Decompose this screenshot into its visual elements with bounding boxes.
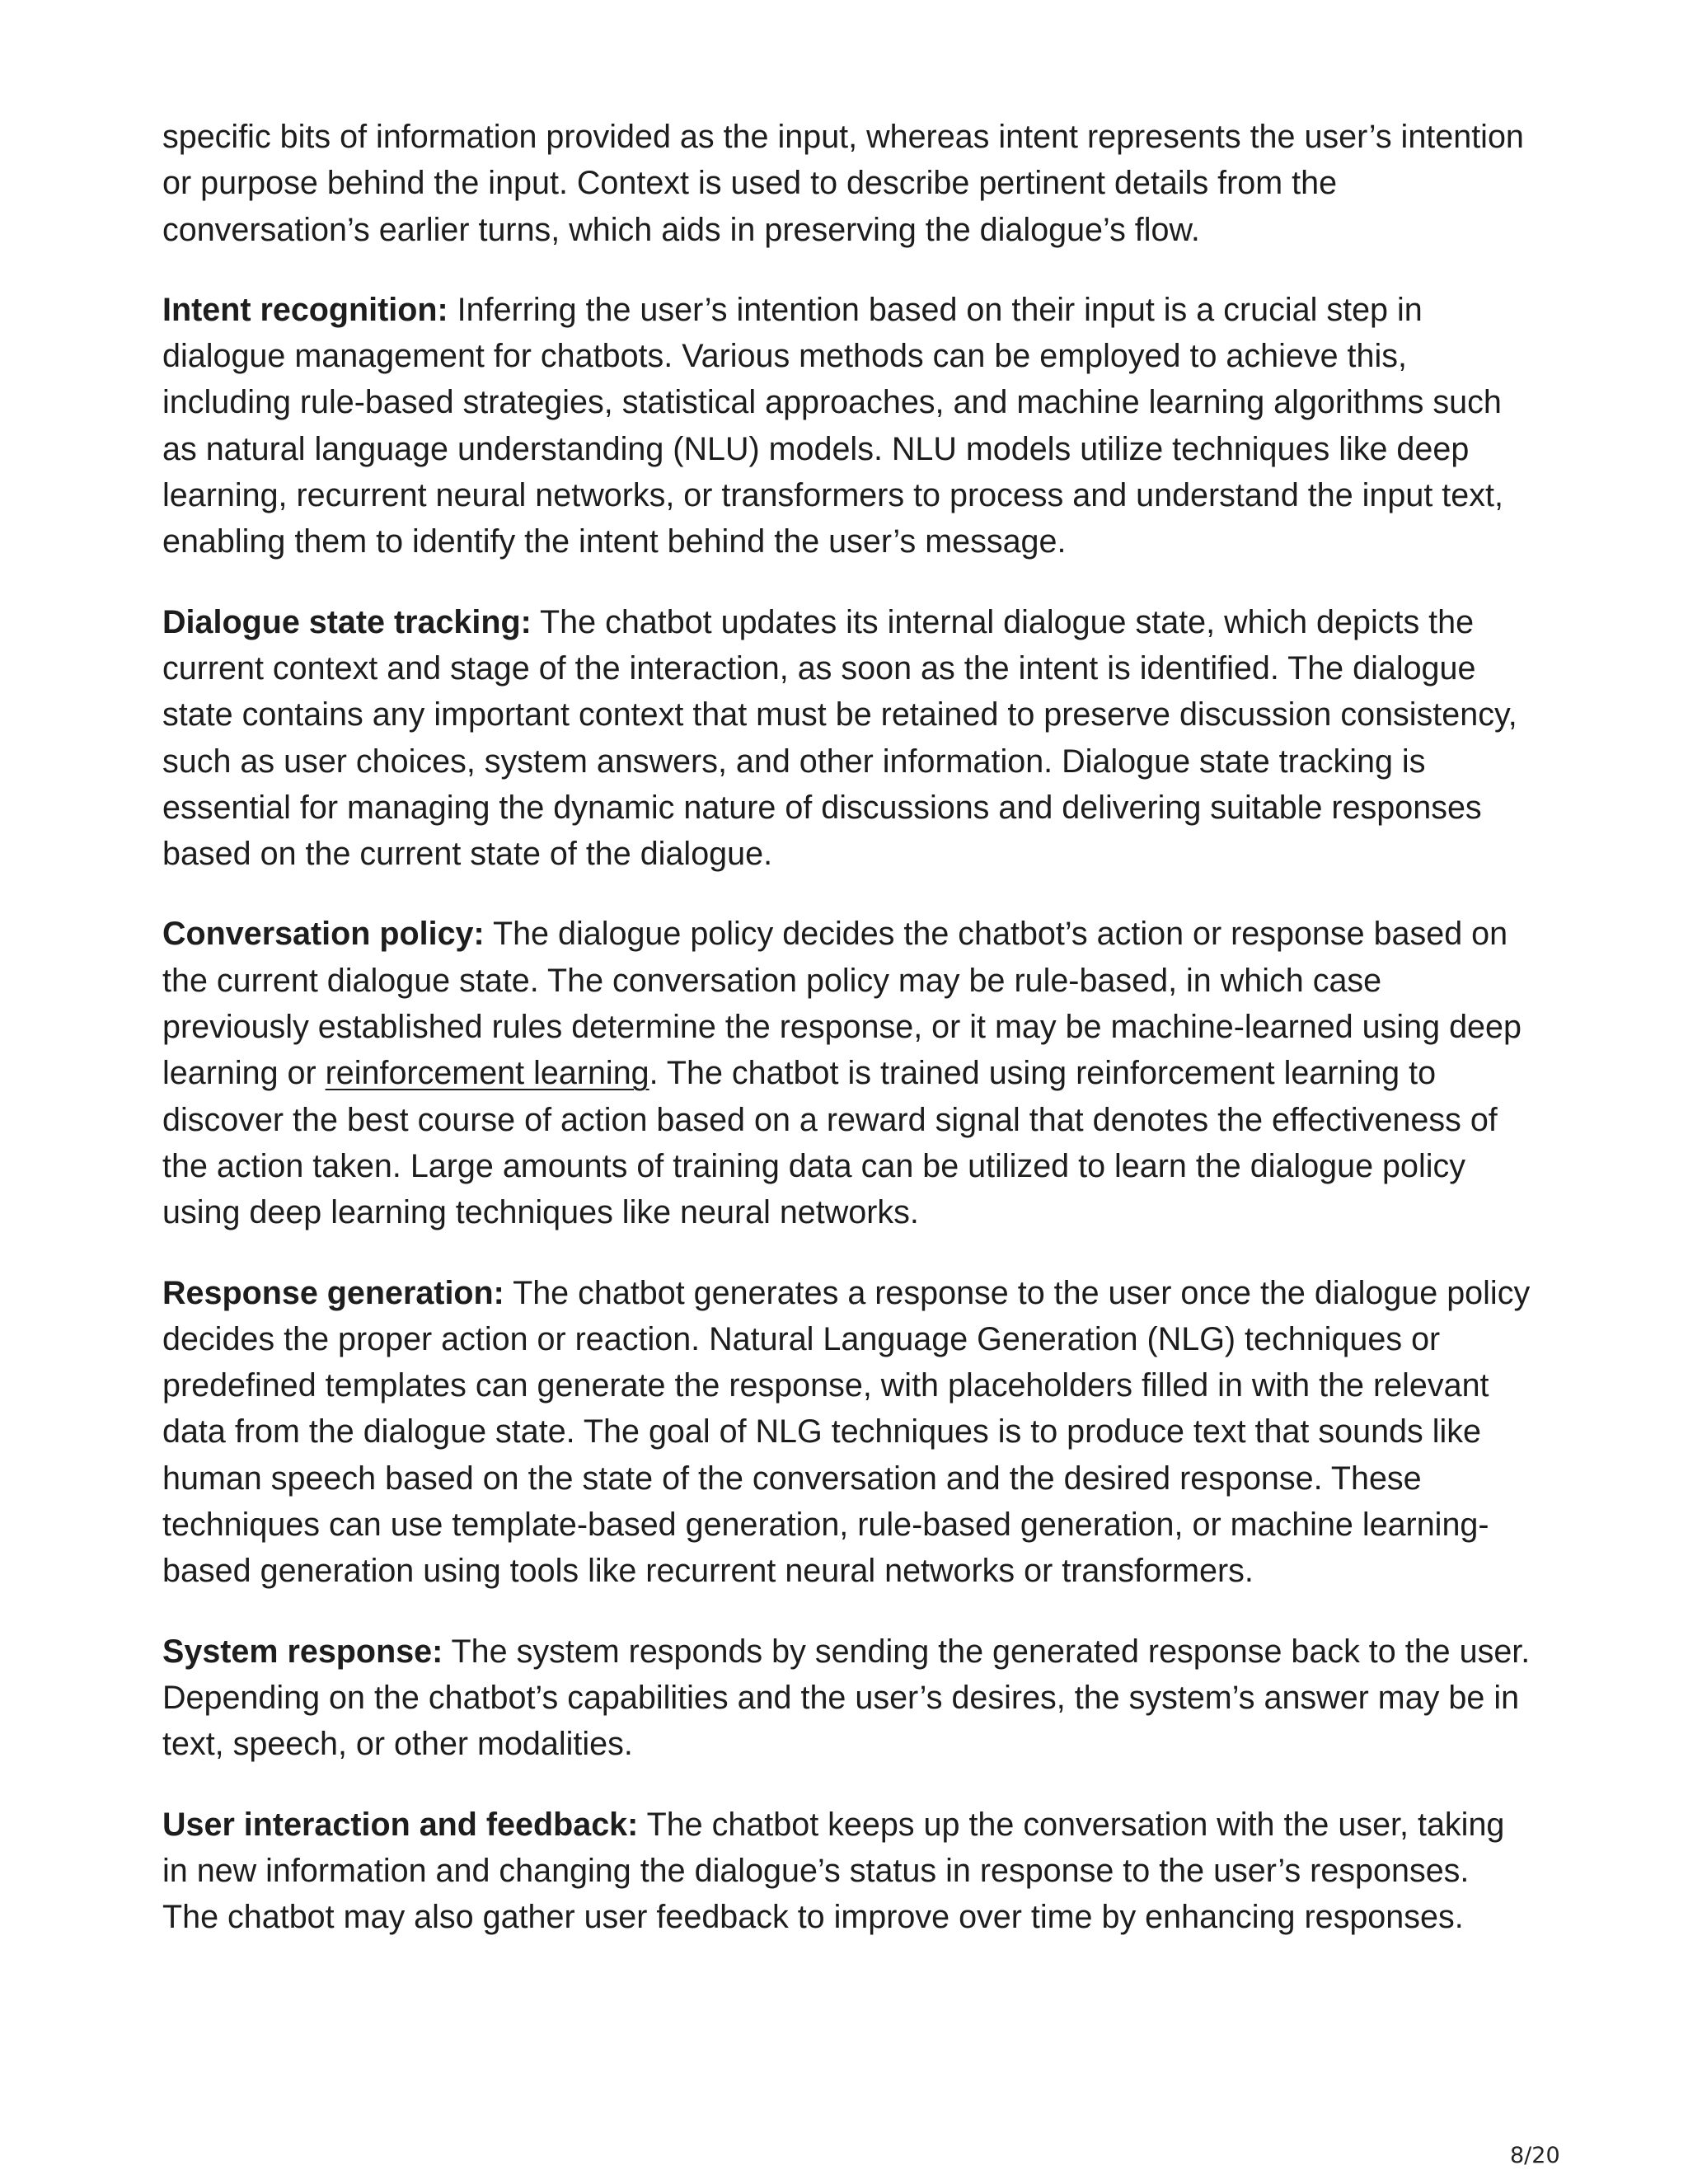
- paragraph-text: Inferring the user’s intention based on their input is a crucial step in dialogue management for chatbots. Various methods can be employed to achieve this, including rule-based strategies, statistical approaches, and machine learning algorithms such as natural language understanding (NLU) models. NLU models utilize techniques like deep learning, recurrent neural networks, or transformers to process and understand the input text, enabling them to identify the intent behind the user’s message.: [162, 291, 1503, 560]
- paragraph-text: specific bits of information provided as the input, whereas intent represents the user’s intention or purpose behind the input. Context is used to describe pertinent details from the conversation’s earlier turns, which aids in preserving the dialogue’s flow.: [162, 119, 1524, 248]
- paragraph-text: The dialogue policy decides the chatbot’s action or response based on the current dialogue state. The conversation policy may be rule-based, in which case previously established rules determine the response, or it may be machine-learned using deep learning or: [162, 916, 1522, 1092]
- paragraph-context-continuation: [162, 114, 1531, 253]
- paragraph-user-interaction-feedback: [162, 1802, 1531, 1941]
- paragraph-heading: Dialogue state tracking:: [162, 603, 532, 640]
- paragraph-response-generation: [162, 1270, 1531, 1595]
- paragraph-text: The chatbot generates a response to the user once the dialogue policy decides the proper action or reaction. Natural Language Generation (NLG) techniques or predefined templates can generate the response, with placeholders filled in with the relevant data from the dialogue state. The goal of NLG techniques is to produce text that sounds like human speech based on the state of the conversation and the desired response. These techniques can use template-based generation, rule-based generation, or machine learning-based generation using tools like recurrent neural networks or transformers.: [162, 1274, 1531, 1590]
- page-content: [162, 114, 1531, 1974]
- paragraph-heading: User interaction and feedback:: [162, 1806, 639, 1843]
- paragraph-heading: Intent recognition:: [162, 291, 448, 328]
- paragraph-text: The chatbot updates its internal dialogue state, which depicts the current context and stage of the interaction, as soon as the intent is identified. The dialogue state contains any important context that must be retained to preserve discussion consistency, such as user choices, system answers, and other information. Dialogue state tracking is essential for managing the dynamic nature of discussions and delivering suitable responses based on the current state of the dialogue.: [162, 603, 1517, 873]
- paragraph-intent-recognition: [162, 287, 1531, 565]
- paragraph-text: The chatbot keeps up the conversation with the user, taking in new information and changing the dialogue’s status in response to the user’s responses. The chatbot may also gather user feedback to improve over time by enhancing responses.: [162, 1806, 1505, 1936]
- paragraph-conversation-policy: [162, 911, 1531, 1235]
- reinforcement-learning-link[interactable]: reinforcement learning: [325, 1055, 649, 1092]
- page-number: 8/20: [1510, 2143, 1560, 2168]
- paragraph-heading: Response generation:: [162, 1274, 504, 1311]
- paragraph-dialogue-state-tracking: [162, 599, 1531, 878]
- paragraph-heading: System response:: [162, 1633, 443, 1670]
- paragraph-text: . The chatbot is trained using reinforcement learning to discover the best course of action based on a reward signal that denotes the effectiveness of the action taken. Large amounts of training data can be utilized to learn the dialogue policy using deep learning techniques like neural networks.: [162, 1055, 1498, 1231]
- paragraph-text: The system responds by sending the generated response back to the user. Depending on the chatbot’s capabilities and the user’s desires, the system’s answer may be in text, speech, or other modalities.: [162, 1633, 1531, 1763]
- paragraph-heading: Conversation policy:: [162, 916, 485, 953]
- paragraph-system-response: [162, 1629, 1531, 1768]
